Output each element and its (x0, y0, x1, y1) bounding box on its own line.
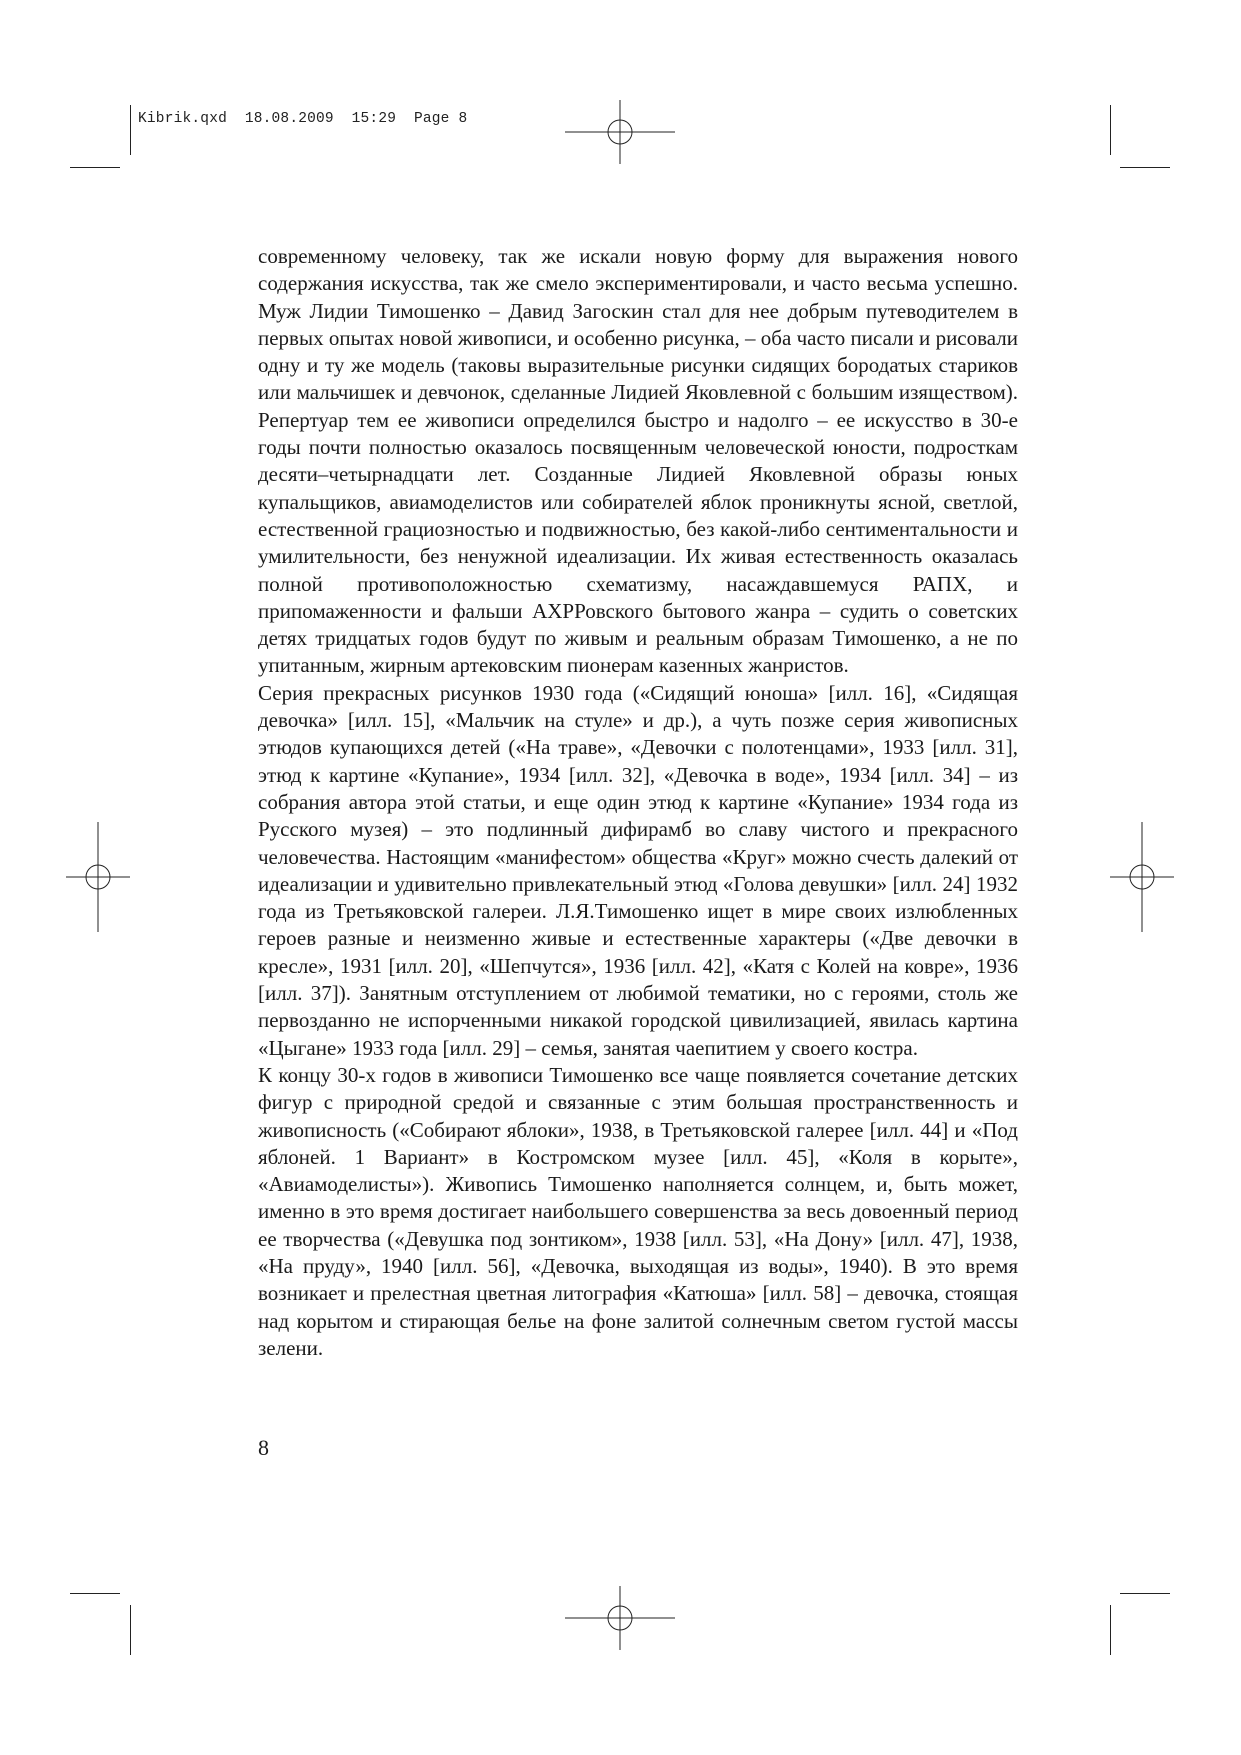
file-slug: Kibrik.qxd 18.08.2009 15:29 Page 8 (138, 111, 468, 127)
registration-mark-bottom-icon (565, 1586, 675, 1650)
body-text (258, 243, 1018, 1362)
crop-mark-top-right-v (1110, 105, 1111, 155)
crop-mark-top-left-h (70, 167, 120, 168)
crop-mark-bottom-right-v (1110, 1605, 1111, 1655)
paragraph: современному человеку, так же искали новую форму для выражения нового содержания искусства, так же смело экспериментировали, и часто весьма успешно. Муж Лидии Тимошенко – Давид Загоскин стал для нее добрым путеводителем в первых опытах новой живописи, и особенно рисунка, – оба часто писали и рисовали одну и ту же модель (таковы выразительные рисунки сидящих бородатых стариков или мальчишек и девчонок, сделанные Лидией Яковлевной с большим изяществом). Репертуар тем ее живописи определился быстро и надолго – ее искусство в 30-е годы почти полностью оказалось посвященным человеческой юности, подросткам десяти–четырнадцати лет. Созданные Лидией Яковлевной образы юных купальщиков, авиамоделистов или собирателей яблок проникнуты ясной, светлой, естественной грациозностью и подвижностью, без какой-либо сентиментальности и умилительности, без ненужной идеализации. Их живая естественность оказалась полной противоположностью схематизму, насаждавшемуся РАПХ, и припомаженности и фальши АХРРовского бытового жанра – судить о советских детях тридцатых годов будут по живым и реальным образам Тимошенко, а не по упитанным, жирным артековским пионерам казенных жанристов. (258, 244, 1018, 678)
registration-mark-left-icon (66, 822, 130, 932)
crop-mark-bottom-left-h (70, 1593, 120, 1594)
crop-mark-top-right-h (1120, 167, 1170, 168)
paragraph: К концу 30-х годов в живописи Тимошенко все чаще появляется сочетание детских фигур с природной средой и связанные с этим большая пространственность и живописность («Собирают яблоки», 1938, в Третьяковской галерее [илл. 44] и «Под яблоней. 1 Вариант» в Костромском музее [илл. 45], «Коля в корыте», «Авиамоделисты»). Живопись Тимошенко наполняется солнцем, и, быть может, именно в это время достигает наибольшего совершенства за весь довоенный период ее творчества («Девушка под зонтиком», 1938 [илл. 53], «На Дону» [илл. 47], 1938, «На пруду», 1940 [илл. 56], «Девочка, выходящая из воды», 1940). В это время возникает и прелестная цветная литография «Катюша» [илл. 58] – девочка, стоящая над корытом и стирающая белье на фоне залитой солнечным светом густой массы зелени. (258, 1062, 1018, 1360)
crop-mark-top-left-v (130, 105, 131, 155)
crop-mark-bottom-left-v (130, 1605, 131, 1655)
registration-mark-top-icon (565, 100, 675, 164)
paragraph: Серия прекрасных рисунков 1930 года («Сидящий юноша» [илл. 16], «Сидящая девочка» [илл. 15], «Мальчик на стуле» и др.), а чуть позже серия живописных этюдов купающихся детей («На траве», «Девочки с полотенцами», 1933 [илл. 31], этюд к картине «Купание», 1934 [илл. 32], «Девочка в воде», 1934 [илл. 34] – из собрания автора этой статьи, и еще один этюд к картине «Купание» 1934 года из Русского музея) – это подлинный дифирамб во славу чистого и прекрасного человечества. Настоящим «манифестом» общества «Круг» можно счесть далекий от идеализации и удивительно привлекательный этюд «Голова девушки» [илл. 24] 1932 года из Третьяковской галереи. Л.Я.Тимошенко ищет в мире своих излюбленных героев разные и неизменно живые и естественные характеры («Две девочки в кресле», 1931 [илл. 20], «Шепчутся», 1936 [илл. 42], «Катя с Колей на ковре», 1936 [илл. 37]). Занятным отступлением от любимой тематики, но с героями, столь же первозданно не испорченными никакой городской цивилизацией, явилась картина «Цыгане» 1933 года [илл. 29] – семья, занятая чаепитием у своего костра. (258, 680, 1018, 1060)
crop-mark-bottom-right-h (1120, 1593, 1170, 1594)
registration-mark-right-icon (1110, 822, 1174, 932)
page-number: 8 (258, 1435, 269, 1460)
